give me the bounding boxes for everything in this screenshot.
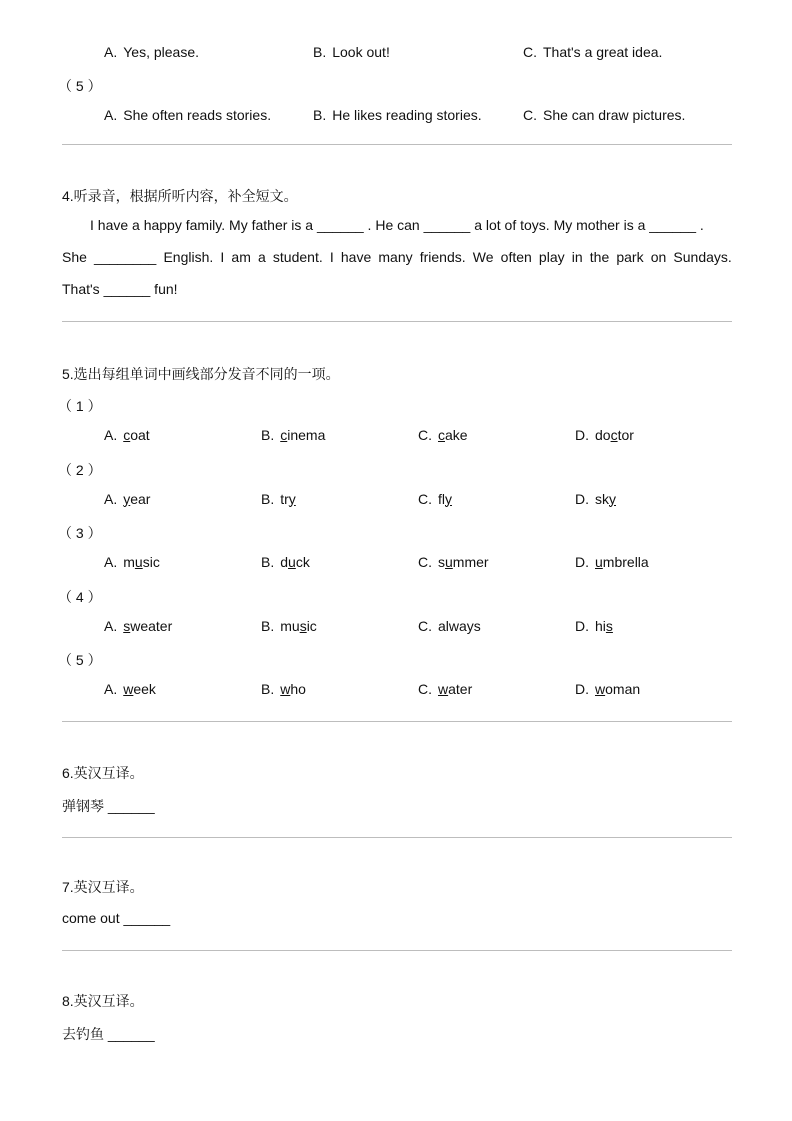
underlined-letters: w bbox=[123, 681, 134, 697]
underlined-letters: y bbox=[288, 490, 296, 507]
q5-option-b[interactable]: B. duck bbox=[261, 554, 310, 570]
q6-title: 6.英汉互译。 bbox=[62, 765, 144, 781]
q5-option-d[interactable]: D. doctor bbox=[575, 427, 634, 443]
q5-option-b[interactable]: B. try bbox=[261, 490, 296, 507]
underlined-letters: w bbox=[438, 681, 449, 697]
q5-option-b[interactable]: B. cinema bbox=[261, 427, 326, 443]
divider bbox=[62, 144, 732, 145]
q5-item-number: （ 2 ） bbox=[58, 461, 102, 478]
blank[interactable]: ______ bbox=[423, 217, 471, 233]
underlined-letters: s bbox=[605, 617, 613, 634]
underlined-letters: c bbox=[610, 427, 618, 443]
divider bbox=[62, 721, 732, 722]
underlined-letters: y bbox=[609, 490, 616, 507]
underlined-letters: u bbox=[134, 554, 143, 570]
q5-option-c[interactable]: C. fly bbox=[418, 490, 452, 507]
underlined-letters: c bbox=[123, 427, 131, 443]
q5-option-a[interactable]: A. year bbox=[104, 490, 151, 507]
q5-option-c[interactable]: C. always bbox=[418, 617, 481, 634]
q3-row4-option-b: B. Look out! bbox=[313, 44, 390, 60]
q5-option-d[interactable]: D. his bbox=[575, 617, 613, 634]
q4-title: 4.听录音，根据所听内容，补全短文。 bbox=[62, 188, 298, 204]
q8-prompt[interactable]: 去钓鱼 ______ bbox=[62, 1026, 155, 1042]
q5-item-number: （ 4 ） bbox=[58, 588, 102, 605]
q6-prompt[interactable]: 弹钢琴 ______ bbox=[62, 798, 155, 814]
q5-item-number: （ 3 ） bbox=[58, 525, 102, 541]
divider bbox=[62, 950, 732, 951]
underlined-letters: u bbox=[288, 554, 296, 570]
underlined-letters: u bbox=[445, 554, 453, 570]
underlined-letters: c bbox=[280, 427, 288, 443]
underlined-letters: s bbox=[299, 617, 307, 634]
q7-prompt[interactable]: come out ______ bbox=[62, 910, 171, 926]
q3-row4-option-a: A. Yes, please. bbox=[104, 44, 199, 60]
underlined-letters: c bbox=[438, 427, 445, 443]
q5-option-d[interactable]: D. woman bbox=[575, 681, 641, 697]
divider bbox=[62, 837, 732, 838]
q5-option-c[interactable]: C. water bbox=[418, 681, 473, 697]
q5-option-d[interactable]: D. umbrella bbox=[575, 554, 649, 570]
q3-row4-option-c: C. That's a great idea. bbox=[523, 44, 663, 60]
divider bbox=[62, 321, 732, 322]
q5-option-a[interactable]: A. coat bbox=[104, 427, 150, 443]
underlined-letters: y bbox=[445, 490, 452, 507]
q5-title: 5.选出每组单词中画线部分发音不同的一项。 bbox=[62, 366, 340, 382]
blank[interactable]: ______ bbox=[649, 217, 696, 233]
q5-option-a[interactable]: A. sweater bbox=[104, 617, 173, 634]
underlined-letters: y bbox=[123, 490, 131, 507]
underlined-letters: u bbox=[595, 554, 603, 570]
blank[interactable]: ________ bbox=[94, 249, 157, 265]
q5-option-a[interactable]: A. music bbox=[104, 554, 160, 570]
q5-option-b[interactable]: B. who bbox=[261, 681, 306, 697]
q5-option-c[interactable]: C. cake bbox=[418, 427, 468, 443]
q4-passage-line-2: She ________ English. I am a student. I have many friends. We often play in the park on Sundays. bbox=[62, 249, 732, 265]
q5-item-number: （ 5 ） bbox=[58, 652, 102, 668]
q5-option-d[interactable]: D. sky bbox=[575, 490, 616, 507]
underlined-letters: w bbox=[595, 681, 606, 697]
q3-row5-option-c: C. She can draw pictures. bbox=[523, 107, 686, 123]
q3-row5-option-b: B. He likes reading stories. bbox=[313, 107, 482, 123]
q4-passage-line-1: I have a happy family. My father is a ______ . He can ______ a lot of toys. My mother is a ______ . bbox=[90, 217, 704, 233]
underlined-letters: w bbox=[280, 681, 291, 697]
q7-title: 7.英汉互译。 bbox=[62, 879, 144, 895]
q5-item-number: （ 1 ） bbox=[58, 398, 102, 414]
q3-item-number-5: （ 5 ） bbox=[58, 78, 102, 94]
q8-title: 8.英汉互译。 bbox=[62, 993, 144, 1009]
blank[interactable]: ______ bbox=[316, 217, 364, 233]
q3-row5-option-a: A. She often reads stories. bbox=[104, 107, 272, 123]
underlined-letters: s bbox=[123, 617, 131, 634]
q5-option-b[interactable]: B. music bbox=[261, 617, 317, 634]
q5-option-c[interactable]: C. summer bbox=[418, 554, 489, 570]
q4-passage-line-3: That's ______ fun! bbox=[62, 281, 178, 297]
q5-option-a[interactable]: A. week bbox=[104, 681, 156, 697]
